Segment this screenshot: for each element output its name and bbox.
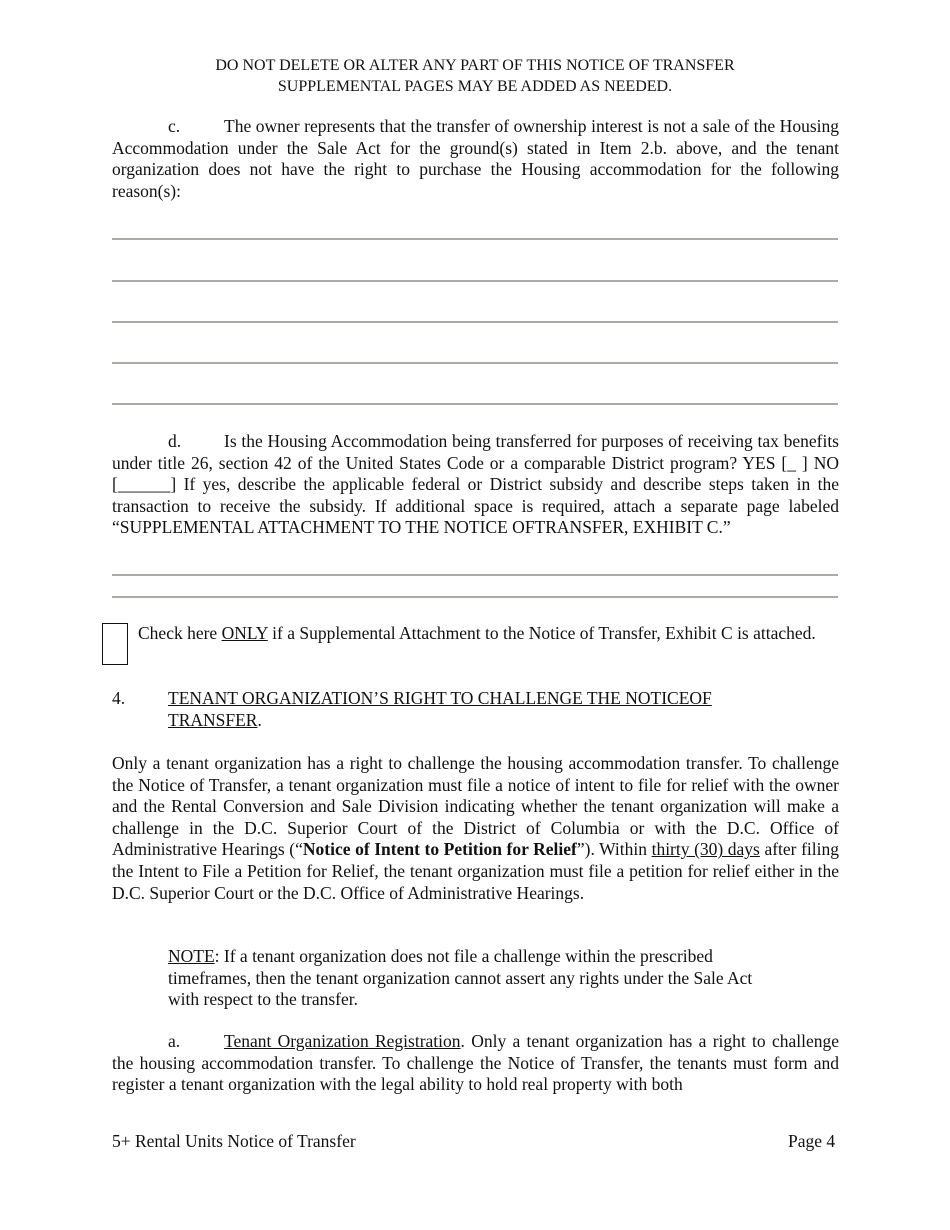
- section-4-paragraph: [112, 753, 839, 904]
- reason-line-2[interactable]: [112, 280, 838, 282]
- note-paragraph: [168, 946, 763, 1011]
- subsidy-line-2[interactable]: [112, 596, 838, 598]
- item-d-paragraph: [112, 431, 839, 539]
- check-text-after: if a Supplemental Attachment to the Notice of Transfer, Exhibit C is attached.: [267, 623, 816, 643]
- section-4-para-bold: Notice of Intent to Petition for Relief: [302, 839, 577, 860]
- yes-blank[interactable]: _: [787, 452, 796, 473]
- subsidy-line-1[interactable]: [112, 574, 838, 576]
- item-c-text: The owner represents that the transfer of ownership interest is not a sale of the Housing Accommodation under the Sale Act for the ground(s) stated in Item 2.b. above, and the tenant organization does not have the right to purchase the Housing accommodation for the following reason(s):: [112, 116, 839, 201]
- section-4-heading-line-1: TENANT ORGANIZATION’S RIGHT TO CHALLENGE THE NOTICEOF: [168, 688, 712, 708]
- item-d-text-3: ] If yes, describe the applicable federal or District subsidy and describe steps taken in the transaction to receive the subsidy. If additional space is required, attach a separate page labeled “SUPPLEMENTAL ATTACHMENT TO THE NOTICE OFTRANSFER, EXHIBIT C.”: [112, 474, 839, 538]
- section-4-heading-line-2: TRANSFER: [168, 709, 258, 730]
- note-label: NOTE: [168, 946, 215, 966]
- item-c-letter: c.: [168, 116, 181, 136]
- item-c-paragraph: [112, 116, 839, 202]
- reason-line-5[interactable]: [112, 403, 838, 405]
- check-text-before: Check here: [138, 623, 222, 643]
- page-header: [112, 55, 838, 97]
- reason-line-1[interactable]: [112, 238, 838, 240]
- section-4-para-1: Only a tenant organization has a right to challenge the housing accommodation transfer. To challenge the Notice of Transfer, a tenant organization must file a notice of intent to file for relief with the owner and the Rental Conversion and Sale Division indicating whether the tenant organization will make a challenge in the D.C. Superior Court of the District of Columbia or with the D.C. Office of Administrative Hearings (“: [112, 753, 839, 860]
- section-4-para-3: after filing the Intent to File a Petition for Relief, the tenant organization must file a petition for relief either in the D.C. Superior Court or the D.C. Office of Administrative Hearings.: [112, 839, 839, 903]
- section-4-number: 4.: [112, 688, 126, 708]
- reason-line-4[interactable]: [112, 362, 838, 364]
- header-line-2: SUPPLEMENTAL PAGES MAY BE ADDED AS NEEDED.: [277, 78, 673, 95]
- item-a-letter: a.: [168, 1031, 181, 1051]
- footer-page-number: Page 4: [788, 1131, 836, 1151]
- item-a-paragraph: [112, 1031, 839, 1096]
- item-d-text-1: Is the Housing Accommodation being transferred for purposes of receiving tax benefits under title 26, section 42 of the United States Code or a comparable District program? YES [: [112, 431, 839, 473]
- section-4-para-underline: thirty (30) days: [651, 839, 760, 860]
- item-d-letter: d.: [168, 431, 182, 451]
- check-text: [138, 623, 818, 645]
- supplemental-attachment-checkbox[interactable]: [102, 623, 128, 665]
- item-d-text-2: ] NO [: [112, 452, 839, 495]
- item-a-text: . Only a tenant organization has a right to challenge the housing accommodation transfer. To challenge the Notice of Transfer, the tenants must form and register a tenant organization with the legal ability to hold real property with both: [112, 1031, 839, 1095]
- section-4-heading: [168, 688, 808, 731]
- section-4-heading-period: .: [257, 709, 262, 730]
- no-blank[interactable]: ______: [117, 474, 171, 495]
- item-a-title: Tenant Organization Registration: [224, 1031, 461, 1051]
- header-line-1: DO NOT DELETE OR ALTER ANY PART OF THIS NOTICE OF TRANSFER: [215, 57, 735, 74]
- section-4-para-2: ”). Within: [576, 839, 652, 860]
- note-text: : If a tenant organization does not file a challenge within the prescribed timeframes, then the tenant organization cannot assert any rights under the Sale Act with respect to the transfer.: [168, 946, 753, 1010]
- footer-title: 5+ Rental Units Notice of Transfer: [112, 1131, 356, 1151]
- reason-line-3[interactable]: [112, 321, 838, 323]
- check-text-only: ONLY: [221, 623, 268, 643]
